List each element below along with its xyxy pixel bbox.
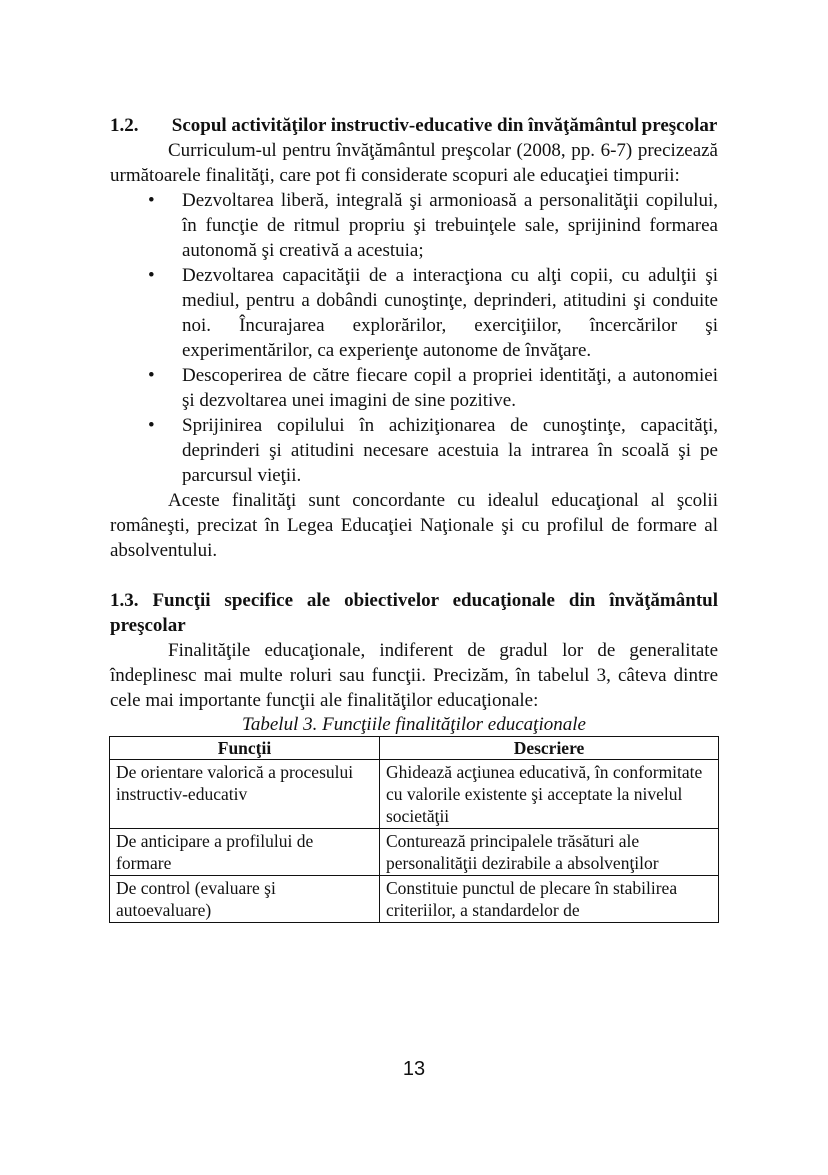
table-cell: Conturează principalele trăsături ale personalităţii dezirabile a absolvenţilor xyxy=(380,829,719,876)
list-item: • Descoperirea de către fiecare copil a propriei identităţi, a autonomiei şi dezvoltarea unei imagini de sine pozitive. xyxy=(148,365,718,411)
bullet-icon: • xyxy=(148,265,155,286)
list-item: • Sprijinirea copilului în achiziţionarea de cunoştinţe, capacităţi, deprinderi şi atitudini necesare acestuia la intrarea în scoală şi pe parcursul vieţii. xyxy=(148,415,718,486)
section-title: Funcţii specifice ale obiectivelor educaţionale din învăţământul preşcolar xyxy=(110,590,718,636)
table-cell: De control (evaluare şi autoevaluare) xyxy=(110,876,380,923)
page-body xyxy=(110,113,718,923)
section-heading-1-2 xyxy=(110,113,718,138)
table-header-row xyxy=(110,737,719,760)
bullet-icon: • xyxy=(148,365,155,386)
table-cell: Ghidează acţiunea educativă, în conformitate cu valorile existente şi acceptate la nivelul societăţii xyxy=(380,760,719,829)
section-number: 1.2. xyxy=(110,115,139,136)
list-item: • Dezvoltarea capacităţii de a interacţiona cu alţi copii, cu adulţii şi mediul, pentru a dobândi cunoştinţe, deprinderi, atitudini şi conduite noi. Încurajarea explorărilor, exerciţiilor, încercărilor şi experimentărilor, ca experienţe autonome de învăţare. xyxy=(148,265,718,361)
table-caption: Tabelul 3. Funcţiile finalităţilor educaţionale xyxy=(242,714,586,735)
closing-paragraph: Aceste finalităţi sunt concordante cu idealul educaţional al şcolii româneşti, precizat în Legea Educaţiei Naţionale şi cu profilul de formare al absolventului. xyxy=(110,490,718,561)
intro-paragraph: Curriculum-ul pentru învăţământul preşcolar (2008, pp. 6-7) precizează următoarele finalităţi, care pot fi considerate scopuri ale educaţiei timpurii: xyxy=(110,140,718,186)
column-header: Descriere xyxy=(380,737,719,760)
section-heading-1-3 xyxy=(110,588,718,638)
intro-paragraph: Finalităţile educaţionale, indiferent de gradul lor de generalitate îndeplinesc mai multe roluri sau funcţii. Precizăm, în tabelul 3, câteva dintre cele mai importante funcţii ale finalităţilor educaţionale: xyxy=(110,640,718,711)
table-row xyxy=(110,876,719,923)
table-cell: De orientare valorică a procesului instructiv-educativ xyxy=(110,760,380,829)
objectives-list xyxy=(110,188,718,488)
functions-table xyxy=(109,736,719,923)
bullet-icon: • xyxy=(148,190,155,211)
section-number: 1.3. xyxy=(110,590,139,611)
table-row xyxy=(110,829,719,876)
page-number: 13 xyxy=(402,1058,426,1080)
section-title: Scopul activităţilor instructiv-educative din învăţământul preşcolar xyxy=(171,115,718,136)
list-item: • Dezvoltarea liberă, integrală şi armonioasă a personalităţii copilului, în funcţie de ritmul propriu şi trebuinţele sale, sprijinind formarea autonomă şi creativă a acestuia; xyxy=(148,190,718,261)
table-cell: Constituie punctul de plecare în stabilirea criteriilor, a standardelor de xyxy=(380,876,719,923)
bullet-icon: • xyxy=(148,415,155,436)
table-cell: De anticipare a profilului de formare xyxy=(110,829,380,876)
column-header: Funcţii xyxy=(110,737,380,760)
table-row xyxy=(110,760,719,829)
